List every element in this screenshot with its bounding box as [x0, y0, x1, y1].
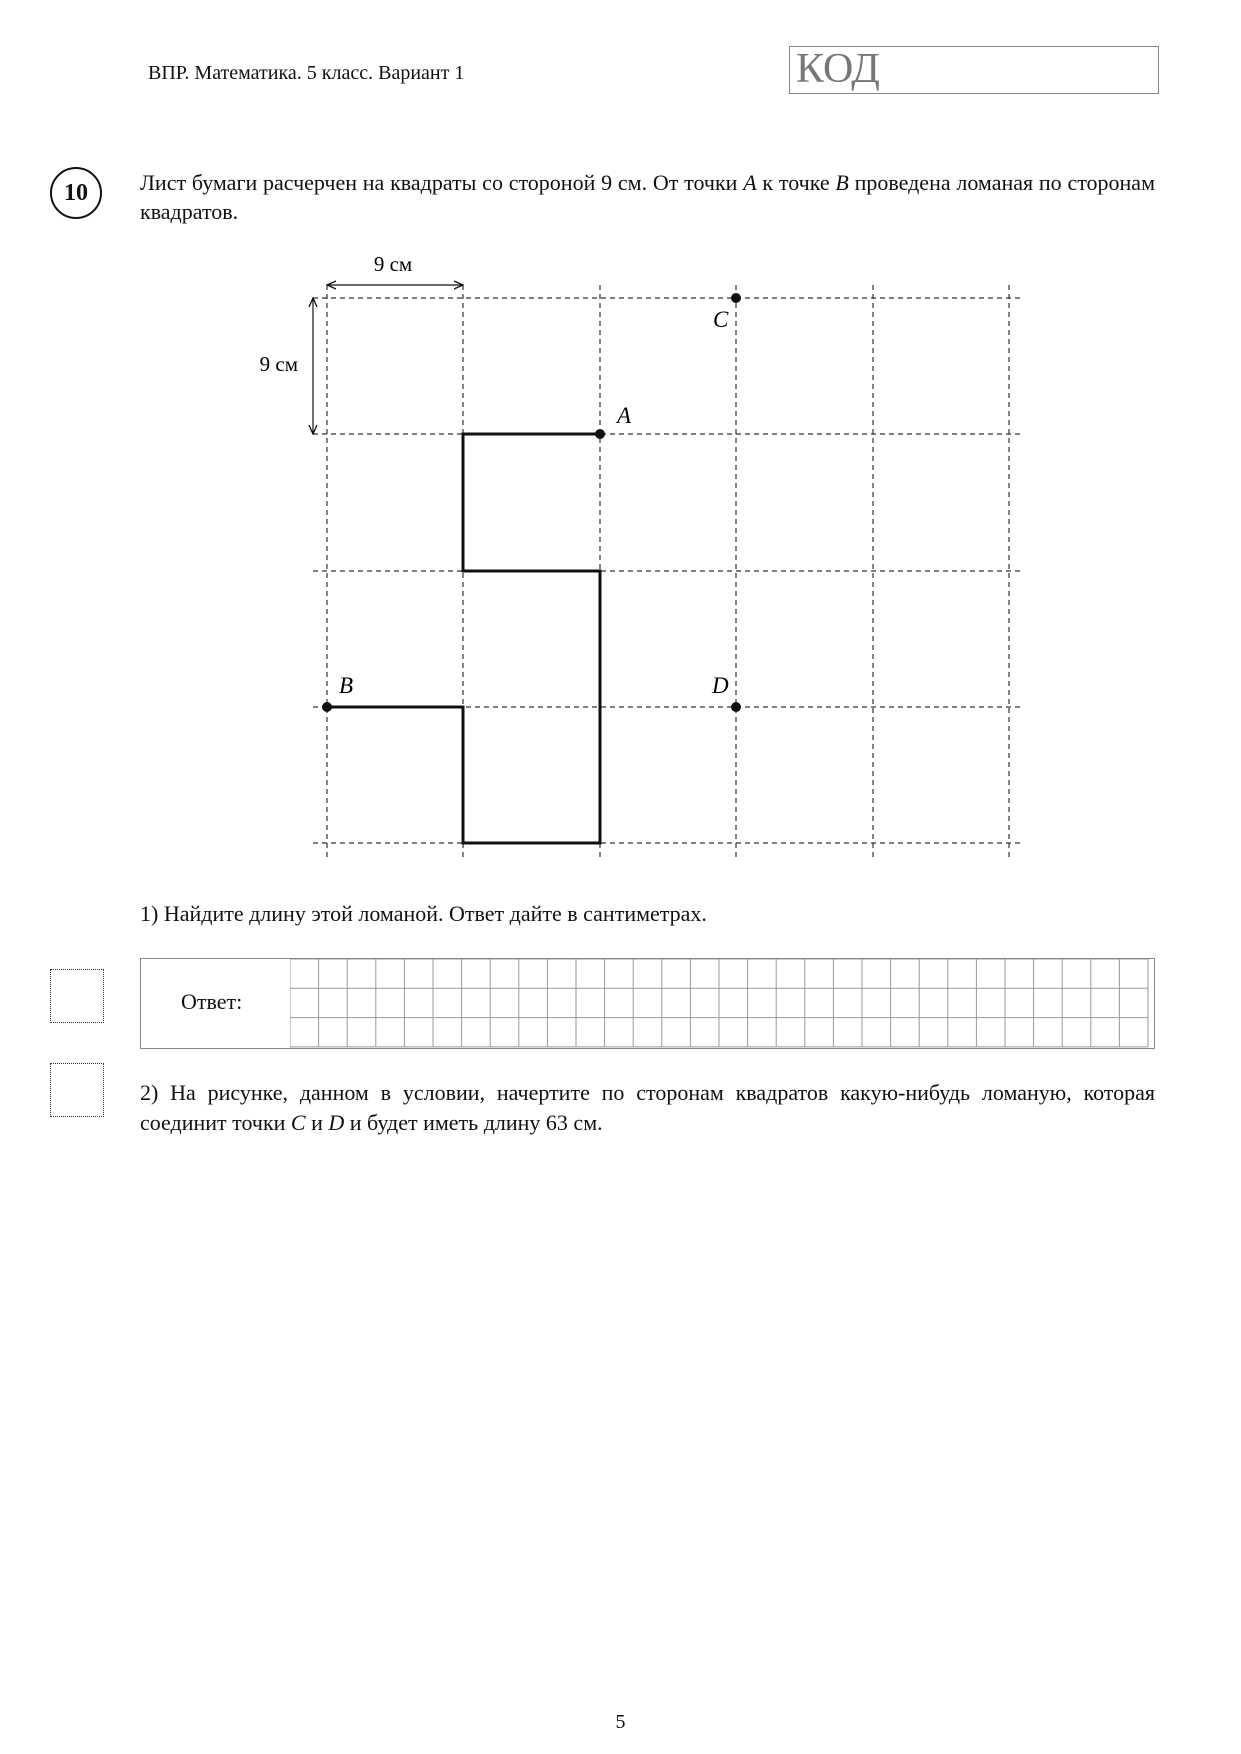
question-2-part2: и — [305, 1110, 329, 1135]
statement-part1: Лист бумаги расчерчен на квадраты со стороной 9 см. От точки — [140, 170, 744, 195]
point-d — [731, 702, 741, 712]
question-2-part3: и будет иметь длину 63 см. — [344, 1110, 603, 1135]
question-2-part1: 2) На рисунке, данном в условии, начертите по сторонам квадратов какую-нибудь ломаную, которая соединит точки — [140, 1080, 1155, 1135]
point-b — [322, 702, 332, 712]
statement-point-b: B — [835, 170, 849, 195]
statement-point-a: A — [743, 170, 757, 195]
header-title: ВПР. Математика. 5 класс. Вариант 1 — [148, 62, 465, 84]
label-a: A — [617, 403, 632, 428]
answer-label: Ответ: — [181, 989, 243, 1014]
answer-grid[interactable] — [290, 959, 1154, 1048]
score-box-2[interactable] — [50, 1063, 104, 1117]
label-b: B — [339, 673, 354, 698]
grid-lines — [313, 285, 1022, 858]
code-label: КОД — [796, 46, 880, 92]
statement-part3: проведена ломаная по сторонам квадратов. — [140, 170, 1155, 224]
label-c: C — [713, 307, 729, 332]
question-1-text: 1) Найдите длину этой ломаной. Ответ дайте в сантиметрах. — [140, 901, 707, 926]
statement-part2: к точке — [756, 170, 836, 195]
point-a — [595, 429, 605, 439]
task-number: 10 — [50, 167, 102, 219]
label-d: D — [712, 673, 729, 698]
answer-field[interactable] — [140, 958, 1155, 1049]
score-box-1[interactable] — [50, 969, 104, 1023]
dimension-label-vertical: 9 см — [259, 352, 298, 376]
question-2-point-d: D — [328, 1110, 345, 1135]
dimension-label-horizontal: 9 см — [373, 252, 413, 276]
page-number: 5 — [615, 1711, 626, 1733]
question-2-point-c: C — [290, 1110, 306, 1135]
point-c — [731, 293, 741, 303]
question-2-text — [140, 1078, 1155, 1138]
dimension-lines — [313, 285, 463, 434]
